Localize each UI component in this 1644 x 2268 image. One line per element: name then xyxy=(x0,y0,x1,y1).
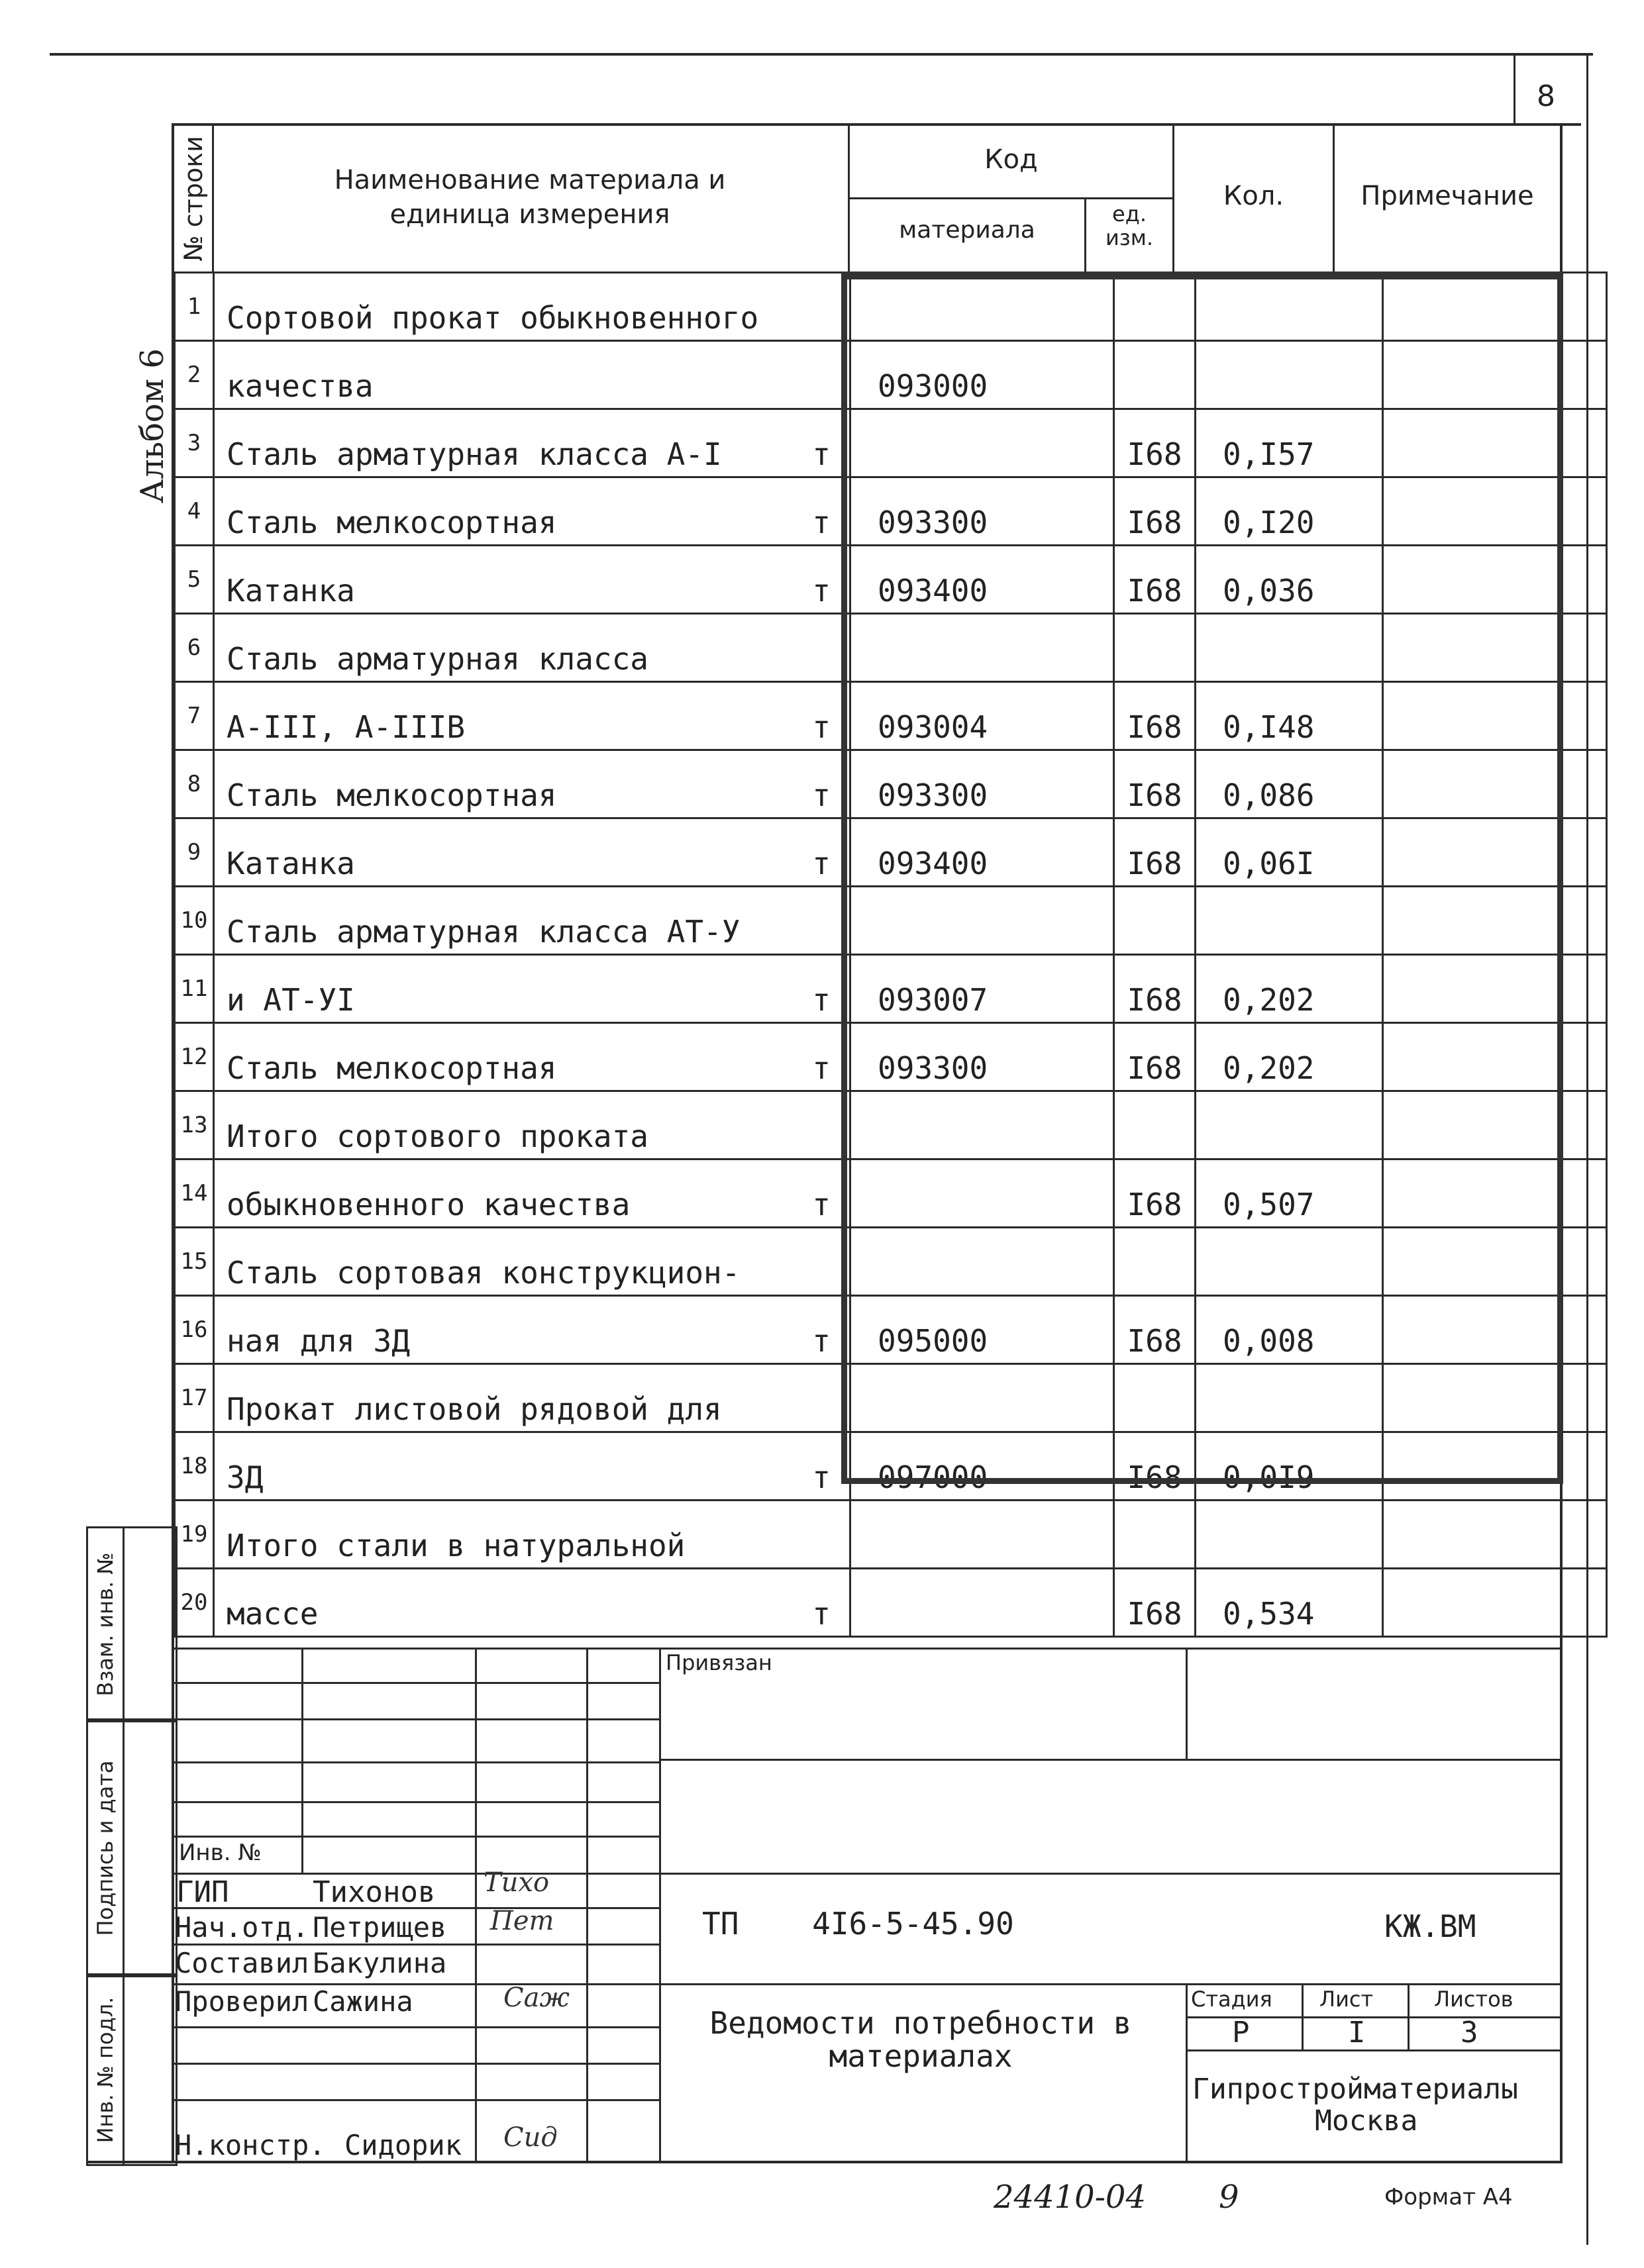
table-row xyxy=(175,1228,1607,1296)
quantity xyxy=(1196,1228,1383,1296)
sost-name: Бакулина xyxy=(313,1947,447,1979)
material-name-text: Прокат листовой рядовой для xyxy=(227,1391,722,1427)
row-number: 6 xyxy=(175,614,214,682)
material-code xyxy=(850,1364,1114,1432)
material-name-text: Сталь мелкосортная xyxy=(227,777,557,813)
quantity: 0,202 xyxy=(1196,1023,1383,1091)
gip-role: ГИП xyxy=(176,1875,229,1909)
material-name-text: ная для ЗД xyxy=(227,1323,410,1359)
material-name xyxy=(214,1023,850,1091)
sheets-value: 3 xyxy=(1461,2016,1478,2049)
material-code: 093007 xyxy=(850,955,1114,1023)
material-name xyxy=(214,1091,850,1159)
material-name-text: Сталь мелкосортная xyxy=(227,1050,557,1086)
project-mark: КЖ.ВМ xyxy=(1384,1908,1476,1944)
header-material: материала xyxy=(899,217,1035,244)
unit-code: I68 xyxy=(1114,1569,1196,1637)
material-code: 093300 xyxy=(850,750,1114,818)
unit-abbrev: т xyxy=(812,1050,831,1086)
table-row xyxy=(175,477,1607,546)
tb-row-8 xyxy=(174,1944,659,1946)
row-number: 18 xyxy=(175,1432,214,1501)
material-name-text: качества xyxy=(227,368,374,404)
header-unit: ед. изм. xyxy=(1105,201,1154,250)
page-number: 8 xyxy=(1537,79,1555,113)
material-code xyxy=(850,1569,1114,1637)
unit-code: I68 xyxy=(1114,750,1196,818)
table-row xyxy=(175,1432,1607,1501)
material-code: 095000 xyxy=(850,1296,1114,1364)
pagenum-box-left xyxy=(1514,53,1516,126)
inv-no-label: Инв. № xyxy=(179,1840,262,1866)
unit-code: I68 xyxy=(1114,1296,1196,1364)
quantity: 0,06I xyxy=(1196,818,1383,887)
material-code xyxy=(850,614,1114,682)
material-code xyxy=(850,409,1114,477)
row-number: 5 xyxy=(175,546,214,614)
unit-code xyxy=(1114,887,1196,955)
row-number: 2 xyxy=(175,341,214,409)
material-code xyxy=(850,1228,1114,1296)
material-name-text: Сталь мелкосортная xyxy=(227,505,557,540)
table-row xyxy=(175,1159,1607,1228)
material-name xyxy=(214,750,850,818)
unit-code: I68 xyxy=(1114,955,1196,1023)
row-number: 11 xyxy=(175,955,214,1023)
tb-row-5 xyxy=(174,1836,659,1838)
nach-name: Петрищев xyxy=(313,1911,447,1944)
note-cell xyxy=(1383,1091,1607,1159)
material-name xyxy=(214,273,850,341)
material-code xyxy=(850,273,1114,341)
unit-abbrev: т xyxy=(812,505,831,540)
footer-doc-no: 24410-04 xyxy=(994,2179,1146,2216)
row-number: 14 xyxy=(175,1159,214,1228)
note-cell xyxy=(1383,1296,1607,1364)
quantity: 0,I48 xyxy=(1196,682,1383,750)
quantity: 0,I20 xyxy=(1196,477,1383,546)
note-cell xyxy=(1383,818,1607,887)
sheet-value: I xyxy=(1348,2016,1366,2049)
quantity: 0,I57 xyxy=(1196,409,1383,477)
quantity xyxy=(1196,614,1383,682)
material-code: 093300 xyxy=(850,1023,1114,1091)
prov-name: Сажина xyxy=(313,1985,413,2018)
table-row xyxy=(175,1364,1607,1432)
sost-role: Составил xyxy=(175,1947,309,1979)
side-inv-podl-label: Инв. № подл. xyxy=(93,1997,118,2143)
quantity: 0,008 xyxy=(1196,1296,1383,1364)
material-code: 097000 xyxy=(850,1432,1114,1501)
row-number: 4 xyxy=(175,477,214,546)
quantity: 0,036 xyxy=(1196,546,1383,614)
unit-abbrev: т xyxy=(812,777,831,813)
album-label: Альбом 6 xyxy=(134,348,171,503)
organization: Гипростройматериалы xyxy=(1192,2073,1518,2106)
material-name-text: Катанка xyxy=(227,846,355,881)
side-inv-podl xyxy=(86,1973,178,2166)
unit-code xyxy=(1114,1501,1196,1569)
sheets-label: Листов xyxy=(1434,1987,1514,2012)
tb-row-1 xyxy=(174,1682,659,1684)
material-code xyxy=(850,1091,1114,1159)
tb-v-priv xyxy=(1186,1648,1188,1759)
quantity: 0,086 xyxy=(1196,750,1383,818)
row-number: 13 xyxy=(175,1091,214,1159)
material-name xyxy=(214,887,850,955)
unit-abbrev: т xyxy=(812,436,831,472)
unit-abbrev: т xyxy=(812,1323,831,1359)
table-row xyxy=(175,955,1607,1023)
material-code: 093004 xyxy=(850,682,1114,750)
material-name xyxy=(214,1569,850,1637)
tb-row-2 xyxy=(174,1718,659,1720)
material-name-text: Итого стали в натуральной xyxy=(227,1528,686,1563)
row-number: 9 xyxy=(175,818,214,887)
material-name xyxy=(214,1432,850,1501)
unit-abbrev: т xyxy=(812,709,831,745)
note-cell xyxy=(1383,614,1607,682)
quantity xyxy=(1196,341,1383,409)
material-name xyxy=(214,1501,850,1569)
unit-abbrev: т xyxy=(812,1596,831,1632)
tb-top xyxy=(174,1648,1561,1650)
unit-abbrev: т xyxy=(812,1459,831,1495)
unit-code: I68 xyxy=(1114,1023,1196,1091)
note-cell xyxy=(1383,1364,1607,1432)
unit-abbrev: т xyxy=(812,846,831,881)
material-code xyxy=(850,887,1114,955)
nkonstr-name: Сидорик xyxy=(344,2129,462,2161)
table-row xyxy=(175,1501,1607,1569)
row-number: 20 xyxy=(175,1569,214,1637)
row-number: 7 xyxy=(175,682,214,750)
header-name: Наименование материала и единица измерения xyxy=(334,165,726,230)
material-name xyxy=(214,955,850,1023)
document-title: Ведомости потребности в материалах xyxy=(709,2005,1132,2074)
unit-code xyxy=(1114,273,1196,341)
tb-v3 xyxy=(586,1648,588,2161)
tb-v-stage xyxy=(1186,1983,1188,2162)
material-name-text: обыкновенного качества xyxy=(227,1187,631,1222)
hdr-code-split xyxy=(848,197,1172,199)
tb-h-code xyxy=(659,1873,1561,1875)
material-name-text: Сталь арматурная класса xyxy=(227,641,648,677)
city: Москва xyxy=(1315,2104,1418,2138)
nach-signature: Пет xyxy=(490,1906,554,1936)
table-row xyxy=(175,1023,1607,1091)
table-row xyxy=(175,341,1607,409)
note-cell xyxy=(1383,273,1607,341)
material-name xyxy=(214,682,850,750)
quantity xyxy=(1196,1501,1383,1569)
material-code: 093400 xyxy=(850,546,1114,614)
side-vzam xyxy=(86,1526,178,1722)
quantity: 0,507 xyxy=(1196,1159,1383,1228)
tb-row-3 xyxy=(174,1761,659,1763)
table-row xyxy=(175,1296,1607,1364)
material-name-text: Сталь сортовая конструкцион- xyxy=(227,1255,741,1291)
header-code: Код xyxy=(984,144,1038,175)
material-name-text: Катанка xyxy=(227,573,355,609)
tb-h-org xyxy=(1186,2049,1561,2051)
material-name xyxy=(214,341,850,409)
table-row xyxy=(175,818,1607,887)
frame-top xyxy=(174,123,1581,126)
stage-label: Стадия xyxy=(1191,1987,1272,2012)
nkonstr-role: Н.констр. xyxy=(175,2129,326,2161)
row-number: 15 xyxy=(175,1228,214,1296)
material-name xyxy=(214,614,850,682)
unit-abbrev: т xyxy=(812,1187,831,1222)
table-row xyxy=(175,273,1607,341)
tb-row-10 xyxy=(174,2026,659,2028)
quantity xyxy=(1196,1364,1383,1432)
quantity xyxy=(1196,273,1383,341)
unit-code: I68 xyxy=(1114,1159,1196,1228)
quantity xyxy=(1196,887,1383,955)
material-name-text: Итого сортового проката xyxy=(227,1118,648,1154)
tb-row-12 xyxy=(174,2099,659,2101)
material-name-text: и АТ-УI xyxy=(227,982,355,1018)
material-code: 093000 xyxy=(850,341,1114,409)
side-podpis xyxy=(86,1718,178,1977)
note-cell xyxy=(1383,546,1607,614)
unit-code xyxy=(1114,1091,1196,1159)
sheet-label: Лист xyxy=(1319,1987,1374,2012)
side-vzam-label: Взам. инв. № xyxy=(93,1552,118,1697)
pagenum-box-right xyxy=(1586,53,1588,126)
material-name xyxy=(214,546,850,614)
note-cell xyxy=(1383,1432,1607,1501)
gip-signature: Тихо xyxy=(484,1867,550,1898)
header-qty: Кол. xyxy=(1223,181,1284,211)
footer-format: Формат А4 xyxy=(1384,2184,1513,2210)
unit-code: I68 xyxy=(1114,682,1196,750)
note-cell xyxy=(1383,341,1607,409)
tb-row-6 xyxy=(174,1873,659,1875)
material-name-text: Сортовой прокат обыкновенного xyxy=(227,300,759,336)
material-code: 093300 xyxy=(850,477,1114,546)
material-name-text: Сталь арматурная класса А-I xyxy=(227,436,722,472)
material-name xyxy=(214,409,850,477)
material-code: 093400 xyxy=(850,818,1114,887)
note-cell xyxy=(1383,955,1607,1023)
table-row xyxy=(175,409,1607,477)
tb-v1 xyxy=(301,1648,303,1873)
material-name xyxy=(214,1159,850,1228)
unit-code xyxy=(1114,341,1196,409)
material-code xyxy=(850,1159,1114,1228)
material-name-text: массе xyxy=(227,1596,319,1632)
row-number: 3 xyxy=(175,409,214,477)
row-number: 12 xyxy=(175,1023,214,1091)
unit-code: I68 xyxy=(1114,1432,1196,1501)
table-row xyxy=(175,1091,1607,1159)
table-row xyxy=(175,682,1607,750)
material-name xyxy=(214,1364,850,1432)
table-row xyxy=(175,614,1607,682)
header-row-no: № строки xyxy=(179,136,208,262)
note-cell xyxy=(1383,750,1607,818)
unit-code: I68 xyxy=(1114,546,1196,614)
nkonstr-signature: Сид xyxy=(503,2122,558,2153)
material-name xyxy=(214,477,850,546)
top-rule xyxy=(50,53,1593,56)
unit-code xyxy=(1114,1228,1196,1296)
unit-code: I68 xyxy=(1114,818,1196,887)
note-cell xyxy=(1383,1569,1607,1637)
row-number: 10 xyxy=(175,887,214,955)
material-name-text: Сталь арматурная класса АТ-У xyxy=(227,914,741,950)
privyazan-label: Привязан xyxy=(666,1650,772,1675)
project-code: ТП 4I6-5-45.90 xyxy=(702,1906,1014,1942)
note-cell xyxy=(1383,1501,1607,1569)
unit-code xyxy=(1114,614,1196,682)
quantity: 0,202 xyxy=(1196,955,1383,1023)
note-cell xyxy=(1383,477,1607,546)
tb-h-title xyxy=(659,1983,1561,1985)
unit-code xyxy=(1114,1364,1196,1432)
stage-value: Р xyxy=(1232,2016,1250,2049)
table-row xyxy=(175,887,1607,955)
note-cell xyxy=(1383,1228,1607,1296)
row-number: 1 xyxy=(175,273,214,341)
tb-v4 xyxy=(659,1648,661,2161)
material-name xyxy=(214,1228,850,1296)
note-cell xyxy=(1383,1023,1607,1091)
quantity: 0,0I9 xyxy=(1196,1432,1383,1501)
row-number: 17 xyxy=(175,1364,214,1432)
tb-row-11 xyxy=(174,2063,659,2065)
side-podpis-label: Подпись и дата xyxy=(93,1759,118,1936)
note-cell xyxy=(1383,1159,1607,1228)
material-name xyxy=(214,1296,850,1364)
tb-h-priv xyxy=(659,1759,1561,1761)
prov-signature: Саж xyxy=(503,1983,570,2013)
table-row xyxy=(175,546,1607,614)
note-cell xyxy=(1383,887,1607,955)
unit-abbrev: т xyxy=(812,573,831,609)
gip-name: Тихонов xyxy=(313,1875,436,1909)
material-name-text: А-III, А-IIIВ xyxy=(227,709,466,745)
prov-role: Проверил xyxy=(175,1985,309,2018)
header-note: Примечание xyxy=(1361,181,1534,211)
quantity: 0,534 xyxy=(1196,1569,1383,1637)
nach-role: Нач.отд. xyxy=(175,1911,309,1944)
unit-code: I68 xyxy=(1114,477,1196,546)
row-number: 16 xyxy=(175,1296,214,1364)
materials-table xyxy=(174,271,1608,1638)
table-row xyxy=(175,750,1607,818)
note-cell xyxy=(1383,682,1607,750)
material-name-text: ЗД xyxy=(227,1459,264,1495)
unit-abbrev: т xyxy=(812,982,831,1018)
quantity xyxy=(1196,1091,1383,1159)
material-code xyxy=(850,1501,1114,1569)
tb-row-4 xyxy=(174,1801,659,1803)
row-number: 19 xyxy=(175,1501,214,1569)
note-cell xyxy=(1383,409,1607,477)
footer-page: 9 xyxy=(1219,2179,1239,2216)
table-row xyxy=(175,1569,1607,1637)
material-name xyxy=(214,818,850,887)
row-number: 8 xyxy=(175,750,214,818)
unit-code: I68 xyxy=(1114,409,1196,477)
tb-v2 xyxy=(475,1648,477,2161)
